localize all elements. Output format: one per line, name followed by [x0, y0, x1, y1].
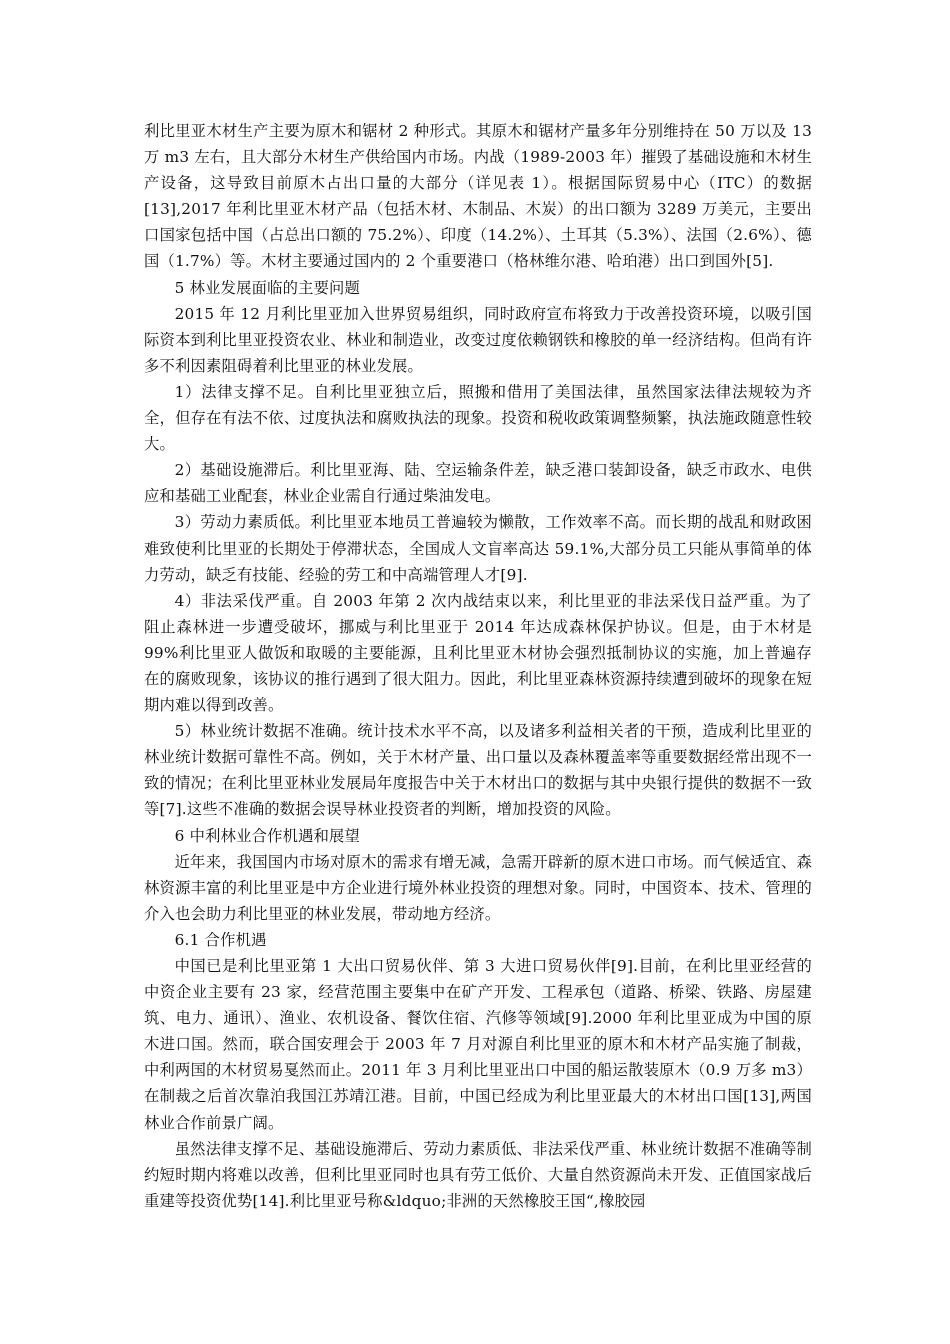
paragraph-issue-labor: 3）劳动力素质低。利比里亚本地员工普遍较为懒散，工作效率不高。而长期的战乱和财政困难致使利比里亚的长期处于停滞状态，全国成人文盲率高达 59.1%,大部分员工只能从事简单的体力劳动，缺乏有技能、经验的劳工和中高端管理人才[9]. — [144, 513, 812, 584]
paragraph-issue-infrastructure: 2）基础设施滞后。利比里亚海、陆、空运输条件差，缺乏港口装卸设备，缺乏市政水、电供应和基础工业配套，林业企业需自行通过柴油发电。 — [144, 461, 812, 506]
section-heading-5: 5 林业发展面临的主要问题 — [174, 278, 361, 297]
paragraph-issue-legal: 1）法律支撑不足。自利比里亚独立后，照搬和借用了美国法律，虽然国家法律法规较为齐全，但存在有法不依、过度执法和腐败执法的现象。投资和税收政策调整频繁，执法施政随意性较大。 — [144, 382, 812, 454]
paragraph-issue-illegal-logging: 4）非法采伐严重。自 2003 年第 2 次内战结束以来，利比里亚的非法采伐日益严重。为了阻止森林进一步遭受破坏，挪威与利比里亚于 2014 年达成森林保护协议。但是，由于木材是 99%利比里亚人做饭和取暖的主要能源，且利比里亚木材协会强烈抵制协议的实施，加上普遍存在的腐败现象，该协议的推行遇到了很大阻力。因此，利比里亚森林资源持续遭到破坏的现象在短期内难以得到改善。 — [144, 591, 812, 715]
paragraph-wto-accession: 2015 年 12 月利比里亚加入世界贸易组织，同时政府宣布将致力于改善投资环境，以吸引国际资本到利比里亚投资农业、林业和制造业，改变过度依赖钢铁和橡胶的单一经济结构。但尚有许多不利因素阻碍着利比里亚的林业发展。 — [144, 304, 812, 375]
paragraph-outlook: 近年来，我国国内市场对原木的需求有增无减，急需开辟新的原木进口市场。而气候适宜、森林资源丰富的利比里亚是中方企业进行境外林业投资的理想对象。同时，中国资本、技术、管理的介入也会助力利比里亚的林业发展，带动地方经济。 — [144, 852, 812, 923]
paragraph-investment-advantages: 虽然法律支撑不足、基础设施滞后、劳动力素质低、非法采伐严重、林业统计数据不准确等制约短时期内将难以改善，但利比里亚同时也具有劳工低价、大量自然资源尚未开发、正值国家战后重建等投资优势[14].利比里亚号称&ldquo;非洲的天然橡胶王国“,橡胶园 — [144, 1139, 812, 1210]
paragraph-issue-statistics: 5）林业统计数据不准确。统计技术水平不高，以及诸多利益相关者的干预，造成利比里亚的林业统计数据可靠性不高。例如，关于木材产量、出口量以及森林覆盖率等重要数据经常出现不一致的情况；在利比里亚林业发展局年度报告中关于木材出口的数据与其中央银行提供的数据不一致等[7].这些不准确的数据会误导林业投资者的判断，增加投资的风险。 — [144, 722, 812, 819]
section-heading-6: 6 中利林业合作机遇和展望 — [174, 826, 361, 845]
section-heading-6-1: 6.1 合作机遇 — [174, 930, 267, 949]
document-body — [144, 118, 812, 1214]
paragraph-timber-production: 利比里亚木材生产主要为原木和锯材 2 种形式。其原木和锯材产量多年分别维持在 50 万以及 13 万 m3 左右，且大部分木材生产供给国内市场。内战（1989-2003 年）摧毁了基础设施和木材生产设备，这导致目前原木占出口量的大部分（详见表 1）。根据国际贸易中心（ITC）的数据[13],2017 年利比里亚木材产品（包括木材、木制品、木炭）的出口额为 3289 万美元，主要出口国家包括中国（占总出口额的 75.2%）、印度（14.2%）、土耳其（5.3%）、法国（2.6%）、德国（1.7%）等。木材主要通过国内的 2 个重要港口（格林维尔港、哈珀港）出口到国外[5]. — [144, 122, 812, 271]
paragraph-trade-partner: 中国已是利比里亚第 1 大出口贸易伙伴、第 3 大进口贸易伙伴[9].目前，在利比里亚经营的中资企业主要有 23 家，经营范围主要集中在矿产开发、工程承包（道路、桥梁、铁路、房屋建筑、电力、通讯）、渔业、农机设备、餐饮住宿、汽修等领域[9].2000 年利比里亚成为中国的原木进口国。然而，联合国安理会于 2003 年 7 月对源自利比里亚的原木和木材产品实施了制裁，中利两国的木材贸易戛然而止。2011 年 3 月利比里亚出口中国的船运散装原木（0.9 万多 m3）在制裁之后首次靠泊我国江苏靖江港。目前，中国已经成为利比里亚最大的木材出口国[13],两国林业合作前景广阔。 — [144, 957, 812, 1132]
